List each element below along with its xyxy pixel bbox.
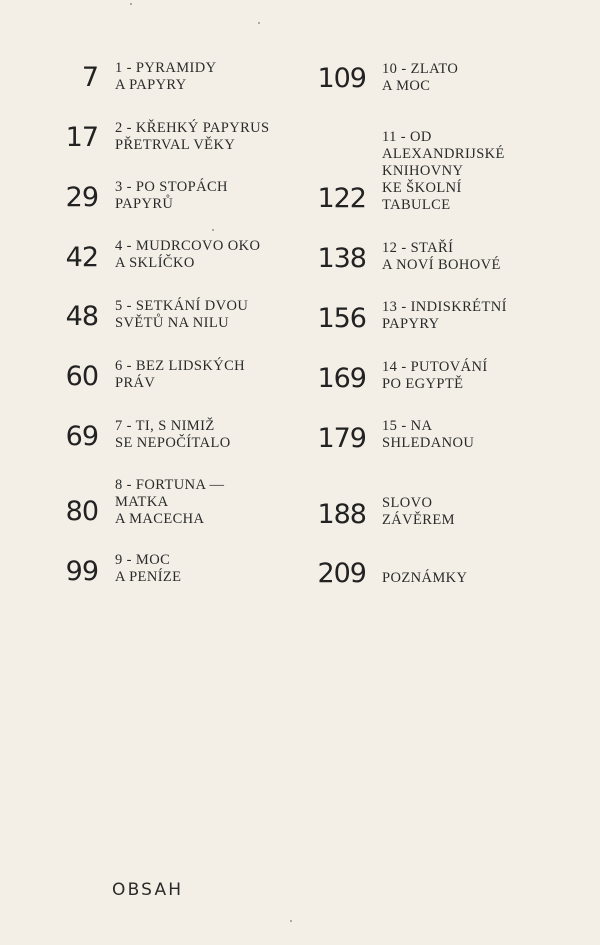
page-number: 188 bbox=[317, 499, 366, 530]
chapter-title bbox=[382, 129, 505, 214]
title-line: A PENÍZE bbox=[115, 569, 182, 585]
chapter-title bbox=[382, 299, 507, 333]
title-line: 11 - OD bbox=[382, 129, 432, 145]
title-line: PRÁV bbox=[115, 375, 156, 391]
title-line: 5 - SETKÁNÍ DVOU bbox=[115, 298, 249, 314]
title-line: SHLEDANOU bbox=[382, 435, 475, 451]
title-line: 15 - NA bbox=[382, 418, 433, 434]
page-number: 7 bbox=[81, 62, 98, 93]
chapter-title bbox=[115, 60, 216, 94]
title-line: 13 - INDISKRÉTNÍ bbox=[382, 299, 507, 315]
chapter-title bbox=[382, 570, 467, 587]
title-line: TABULCE bbox=[382, 197, 451, 213]
page-number: 60 bbox=[65, 361, 98, 392]
page-number: 69 bbox=[65, 421, 98, 452]
chapter-title bbox=[382, 359, 488, 393]
title-line: PO EGYPTĚ bbox=[382, 376, 464, 392]
chapter-title bbox=[382, 495, 455, 529]
title-line: 6 - BEZ LIDSKÝCH bbox=[115, 358, 246, 374]
title-line: PAPYRŮ bbox=[115, 196, 174, 212]
page-number: 17 bbox=[65, 122, 98, 153]
title-line: 12 - STAŘÍ bbox=[382, 240, 454, 256]
title-line: 10 - ZLATO bbox=[382, 61, 459, 77]
title-line: MATKA bbox=[115, 494, 169, 510]
title-line: A MOC bbox=[382, 78, 431, 94]
title-line: 3 - PO STOPÁCH bbox=[115, 179, 228, 195]
title-line: SE NEPOČÍTALO bbox=[115, 435, 231, 451]
title-line: A NOVÍ BOHOVÉ bbox=[382, 257, 501, 273]
paper-speck bbox=[130, 3, 132, 5]
chapter-title bbox=[115, 238, 260, 272]
page-number: 29 bbox=[65, 182, 98, 213]
title-line: ZÁVĚREM bbox=[382, 512, 455, 528]
page-number: 122 bbox=[317, 183, 366, 214]
page-number: 209 bbox=[317, 558, 366, 589]
paper-speck bbox=[258, 22, 260, 24]
title-line: 1 - PYRAMIDY bbox=[115, 60, 217, 76]
chapter-title bbox=[115, 298, 248, 332]
title-line: 9 - MOC bbox=[115, 552, 171, 568]
page-number: 48 bbox=[65, 301, 98, 332]
page-number: 42 bbox=[65, 242, 98, 273]
chapter-title bbox=[115, 179, 228, 213]
title-line: 14 - PUTOVÁNÍ bbox=[382, 359, 488, 375]
chapter-title bbox=[382, 240, 501, 274]
page-number: 169 bbox=[317, 363, 366, 394]
page-number: 179 bbox=[317, 423, 366, 454]
paper-speck bbox=[290, 920, 292, 922]
title-line: PŘETRVAL VĚKY bbox=[115, 137, 236, 153]
title-line: KNIHOVNY bbox=[382, 163, 464, 179]
chapter-title bbox=[382, 418, 474, 452]
title-line: KE ŠKOLNÍ bbox=[382, 180, 462, 196]
page-number: 99 bbox=[65, 556, 98, 587]
title-line: SLOVO bbox=[382, 495, 433, 511]
chapter-title bbox=[115, 358, 245, 392]
page-number: 109 bbox=[317, 63, 366, 94]
title-line: PAPYRY bbox=[382, 316, 440, 332]
chapter-title bbox=[115, 120, 270, 154]
title-line: POZNÁMKY bbox=[382, 570, 468, 586]
title-line: 2 - KŘEHKÝ PAPYRUS bbox=[115, 120, 270, 136]
title-line: A MACECHA bbox=[115, 511, 205, 527]
paper-speck bbox=[212, 229, 214, 231]
chapter-title bbox=[115, 418, 231, 452]
page-number: 80 bbox=[65, 496, 98, 527]
chapter-title bbox=[115, 552, 181, 586]
title-line: A SKLÍČKO bbox=[115, 255, 195, 271]
title-line: SVĚTŮ NA NILU bbox=[115, 315, 229, 331]
chapter-title bbox=[115, 477, 224, 528]
chapter-title bbox=[382, 61, 458, 95]
section-heading: OBSAH bbox=[112, 880, 184, 900]
title-line: 7 - TI, S NIMIŽ bbox=[115, 418, 215, 434]
title-line: 8 - FORTUNA — bbox=[115, 477, 225, 493]
page-number: 156 bbox=[317, 303, 366, 334]
page-number: 138 bbox=[317, 243, 366, 274]
title-line: 4 - MUDRCOVO OKO bbox=[115, 238, 261, 254]
title-line: ALEXANDRIJSKÉ bbox=[382, 146, 505, 162]
title-line: A PAPYRY bbox=[115, 77, 187, 93]
